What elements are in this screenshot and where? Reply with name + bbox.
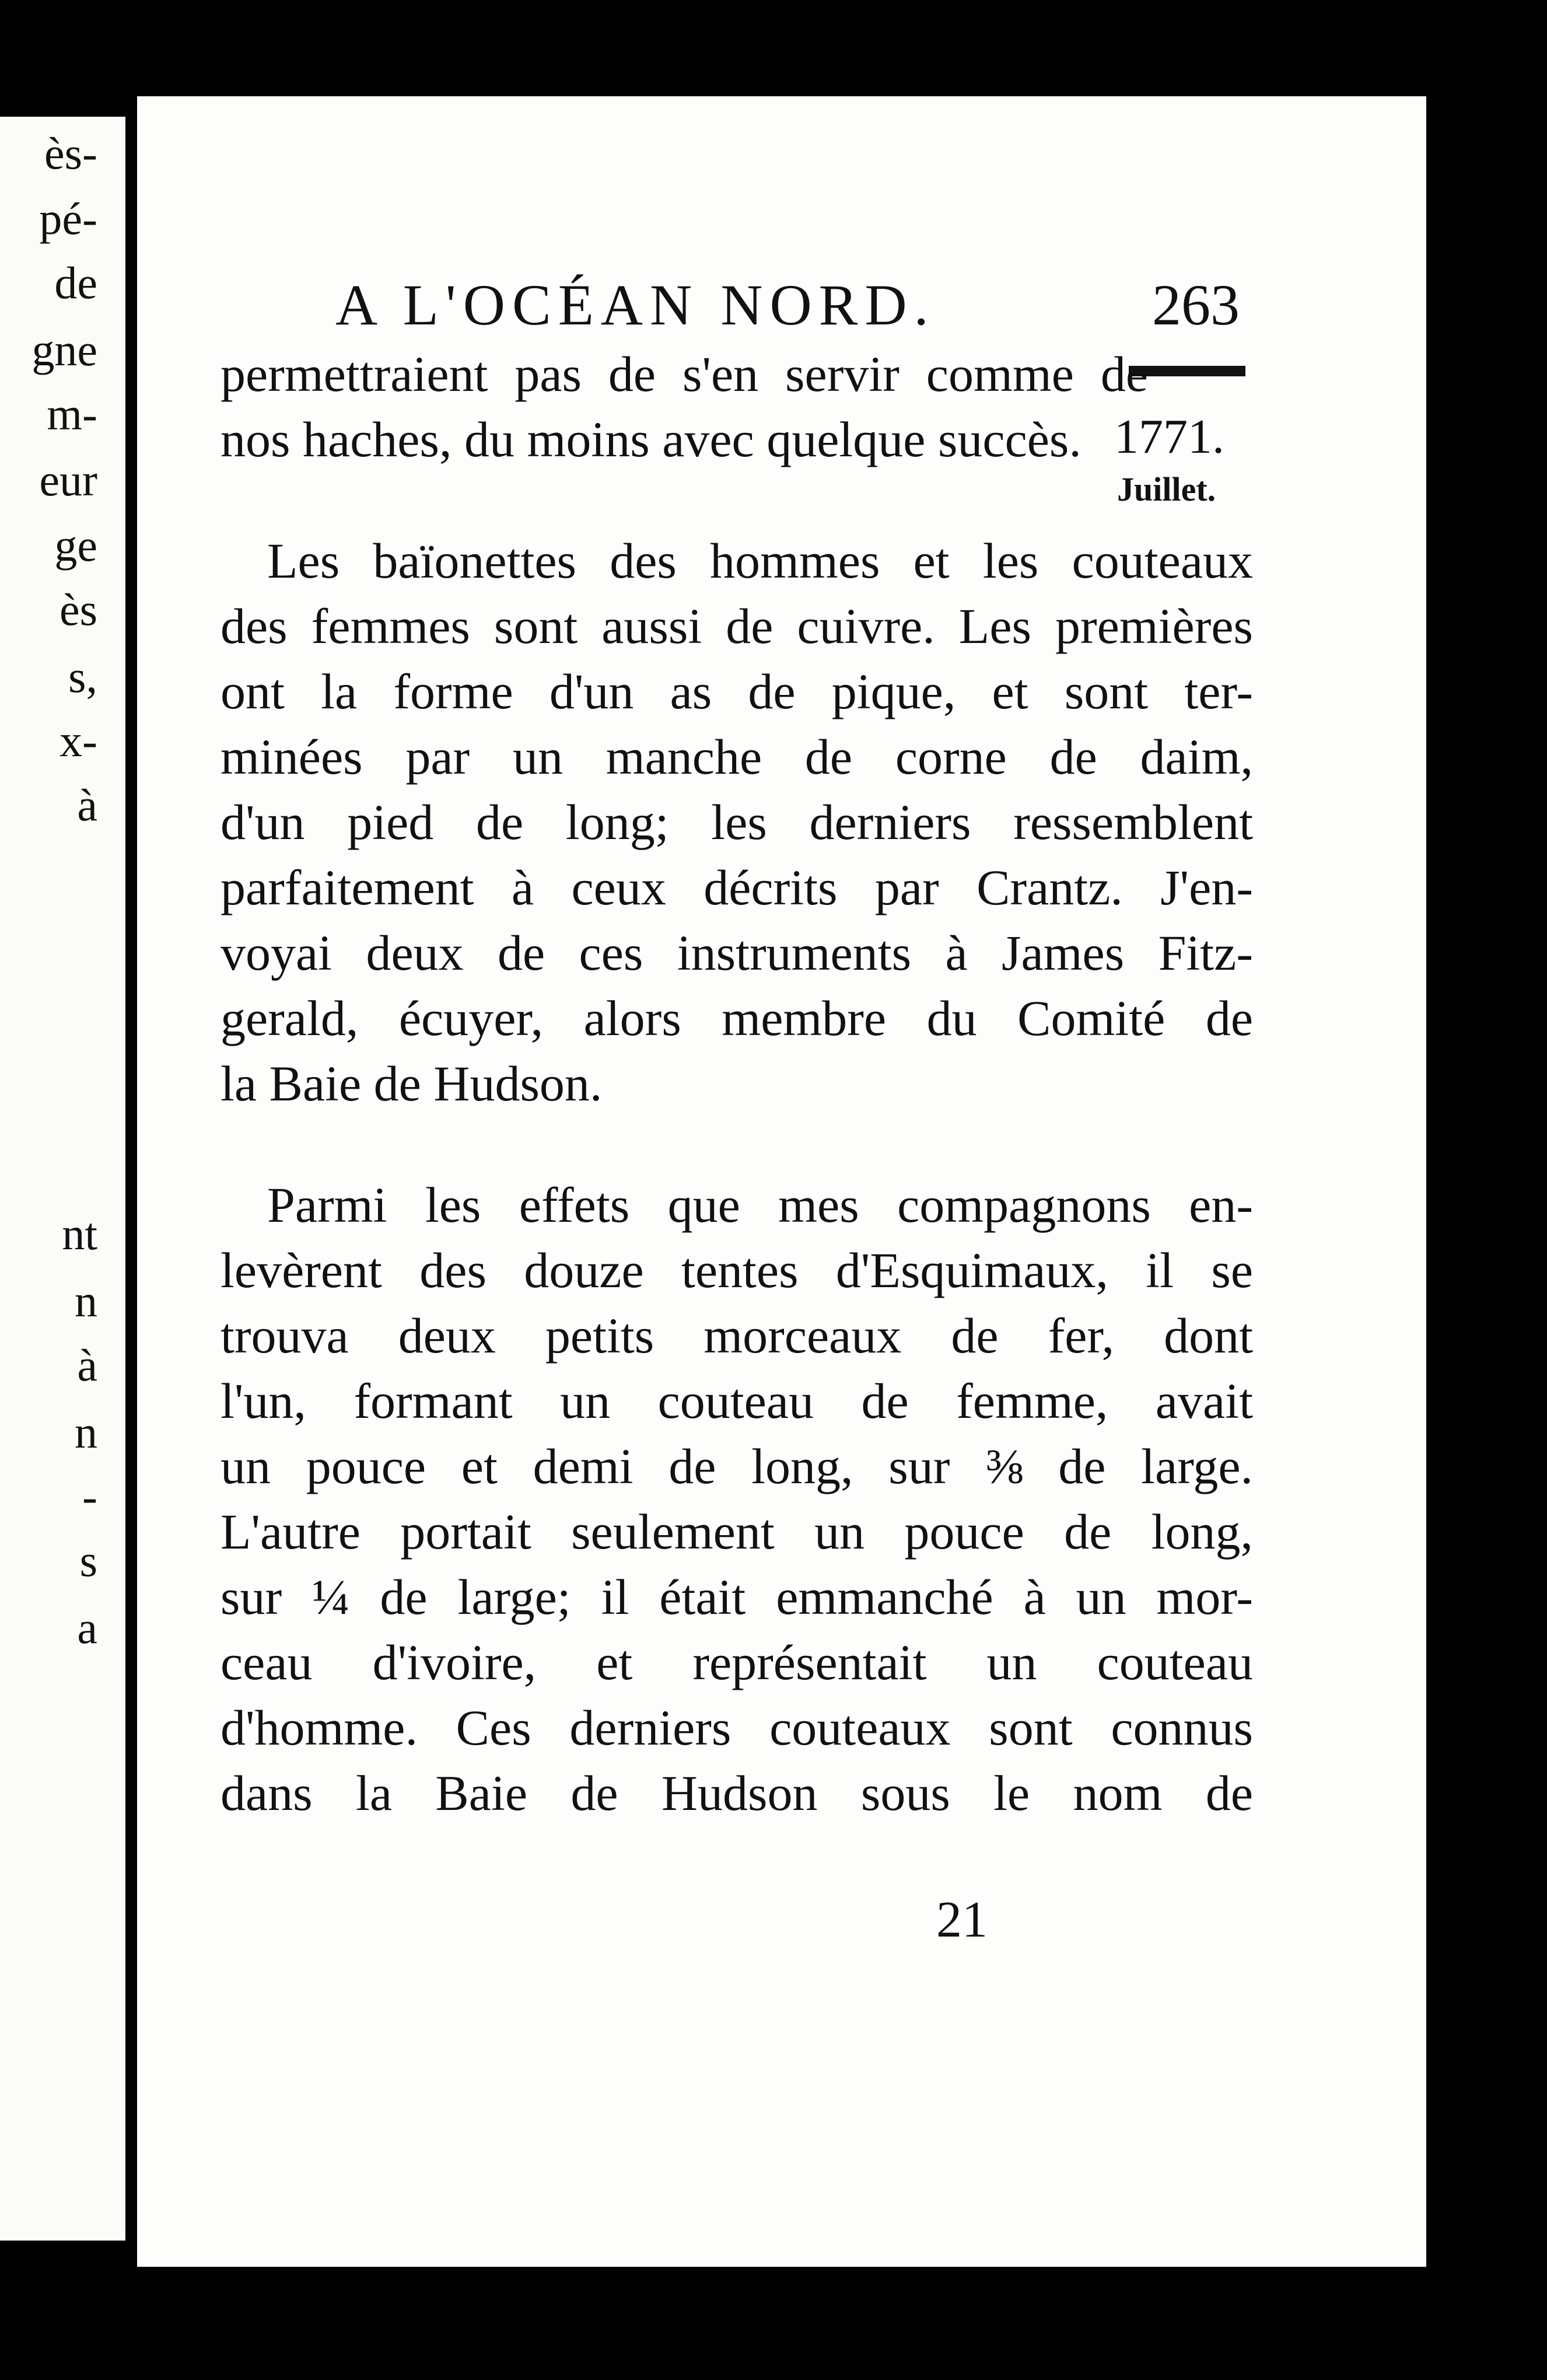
signature-mark: 21 [936, 1892, 988, 1948]
text-line: levèrent des douze tentes d'Esquimaux, il se [220, 1242, 1253, 1298]
prev-page-fragment: n [75, 1407, 97, 1458]
text-line: nos haches, du moins avec quelque succès. [220, 411, 1082, 467]
prev-page-fragment: ge [54, 520, 97, 571]
prev-page-fragment: m- [47, 389, 97, 439]
text-line: minées par un manche de corne de daim, [220, 729, 1253, 785]
margin-month: Juillet. [1117, 470, 1216, 508]
text-line: trouva deux petits morceaux de fer, dont [220, 1308, 1253, 1364]
text-line: L'autre portait seulement un pouce de long, [220, 1504, 1253, 1560]
text-line: un pouce et demi de long, sur ⅜ de large. [220, 1438, 1253, 1494]
text-line: sur ¼ de large; il était emmanché à un mor- [220, 1569, 1253, 1625]
running-header: A L'OCÉAN NORD. [335, 272, 936, 337]
text-line: gerald, écuyer, alors membre du Comité de [220, 990, 1253, 1046]
paragraph [220, 341, 1148, 472]
prev-page-fragment: s [79, 1535, 97, 1586]
prev-page-fragment: s, [68, 651, 97, 702]
prev-page-fragment: à [77, 780, 97, 830]
prev-page-fragment: x- [60, 715, 97, 766]
prev-page-fragment: pé- [39, 193, 97, 244]
text-line: l'un, formant un couteau de femme, avait [220, 1373, 1253, 1429]
prev-page-fragment: - [82, 1471, 97, 1522]
prev-page-fragment: ès [60, 584, 97, 635]
prev-page-fragment: n [75, 1275, 97, 1326]
prev-page-fragment: a [77, 1602, 97, 1653]
previous-page-edge [0, 117, 125, 2241]
margin-year: 1771. [1114, 410, 1224, 464]
text-line: parfaitement à ceux décrits par Crantz. J'en- [220, 859, 1253, 915]
text-line: Parmi les effets que mes compagnons en- [267, 1177, 1253, 1233]
prev-page-fragment: nt [62, 1208, 97, 1259]
prev-page-fragment: de [54, 257, 97, 308]
text-line: des femmes sont aussi de cuivre. Les premières [220, 598, 1253, 654]
text-line: d'homme. Ces derniers couteaux sont connus [220, 1700, 1253, 1756]
text-line: ont la forme d'un as de pique, et sont ter- [220, 663, 1253, 719]
prev-page-fragment: gne [32, 324, 97, 375]
paragraph [220, 1172, 1253, 1826]
prev-page-fragment: eur [39, 455, 97, 505]
prev-page-fragment: à [77, 1340, 97, 1390]
page-number: 263 [1152, 272, 1240, 337]
book-page [137, 96, 1426, 2267]
text-line: ceau d'ivoire, et représentait un couteau [220, 1634, 1253, 1690]
paragraph [220, 528, 1253, 1116]
body-text [220, 341, 1270, 1826]
text-line: permettraient pas de s'en servir comme de [220, 346, 1148, 402]
prev-page-fragment: ès- [44, 128, 97, 179]
text-line: Les baïonettes des hommes et les couteaux [267, 533, 1253, 589]
text-line: voyai deux de ces instruments à James Fitz- [220, 925, 1253, 981]
text-line: dans la Baie de Hudson sous le nom de [220, 1765, 1253, 1821]
text-line: d'un pied de long; les derniers ressemblent [220, 794, 1253, 850]
text-line: la Baie de Hudson. [220, 1056, 603, 1112]
